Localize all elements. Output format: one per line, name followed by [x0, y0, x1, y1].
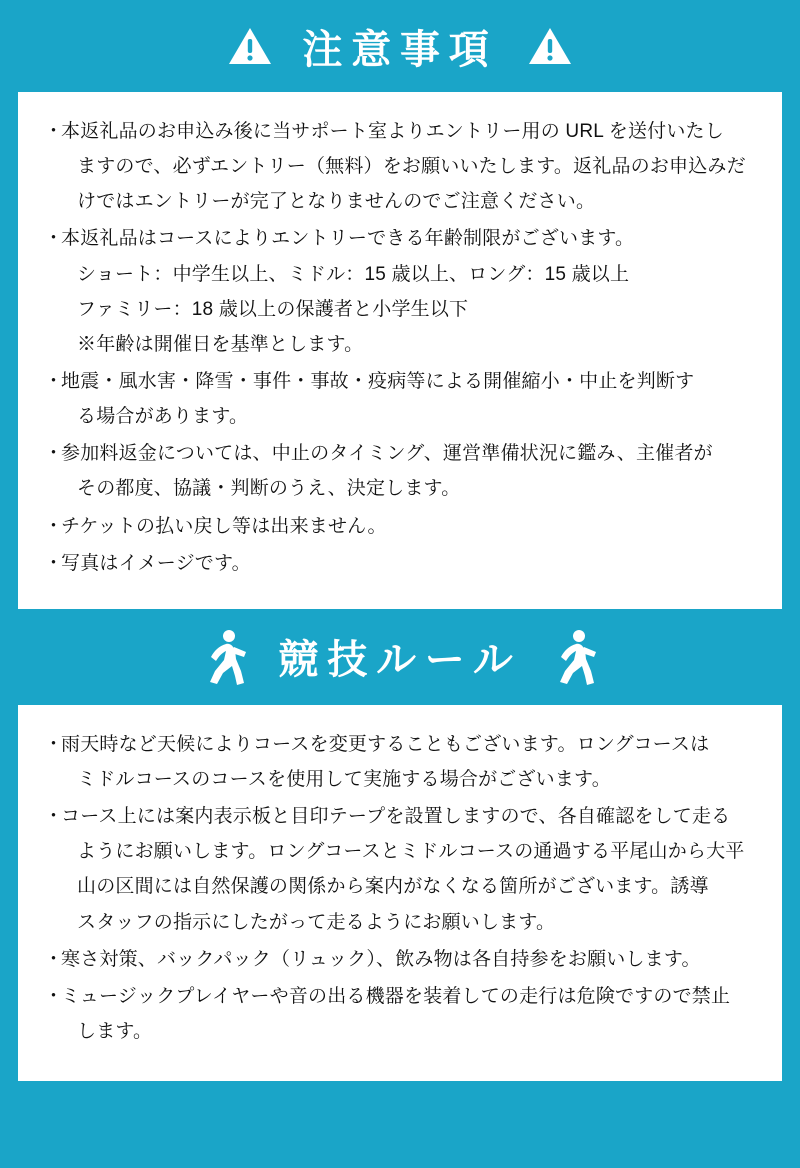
list-item: [44, 221, 756, 362]
text-line: ファミリー：18 歳以上の保護者と小学生以下: [77, 298, 469, 320]
list-item: [44, 727, 756, 797]
text-line: ようにお願いします。ロングコースとミドルコースの通過する平尾山から大平: [77, 841, 745, 863]
bullet-mark: ・: [44, 515, 64, 537]
list-item-body: [61, 509, 756, 544]
text-line: ますので、必ずエントリー（無料）をお願いいたします。返礼品のお申込みだ: [77, 156, 746, 178]
text-line: します。: [77, 1020, 153, 1042]
text-line: 寒さ対策、バックパック（リュック）、飲み物は各自持参をお願いします。: [61, 948, 701, 970]
list-item-body: [61, 364, 756, 434]
bullet-mark: ・: [44, 370, 64, 392]
list-item: [44, 546, 756, 581]
list-item-body: [61, 436, 756, 506]
list-item-body: [61, 546, 756, 581]
text-line: 山の区間には自然保護の関係から案内がなくなる箇所がございます。誘導: [77, 876, 709, 898]
bullet-mark: ・: [44, 443, 64, 465]
text-line: る場合があります。: [77, 406, 249, 428]
list-item-body: [61, 799, 756, 940]
section-notes-header: [0, 0, 800, 92]
section-rules: [0, 609, 800, 1081]
bullet-mark: ・: [44, 985, 64, 1007]
bullet-mark: ・: [44, 948, 64, 970]
list-item-body: [61, 942, 756, 977]
text-line: けではエントリーが完了となりませんのでご注意ください。: [77, 191, 596, 213]
section-title: 注意事項: [302, 27, 498, 72]
bullet-mark: ・: [44, 733, 64, 755]
notes-panel: [18, 92, 782, 609]
text-line: チケットの払い戻し等は出来ません。: [61, 515, 387, 537]
list-item: [44, 979, 756, 1049]
runner-icon: [202, 628, 248, 686]
text-line: ※年齢は開催日を基準とします。: [77, 333, 364, 355]
list-item-body: [61, 979, 756, 1049]
text-line: ショート：中学生以上、ミドル：15 歳以上、ロング：15 歳以上: [77, 263, 630, 285]
text-line: 地震・風水害・降雪・事件・事故・疫病等による開催縮小・中止を判断す: [61, 370, 695, 392]
section-title: 競技ルール: [278, 638, 522, 683]
text-line: ミュージックプレイヤーや音の出る機器を装着しての走行は危険ですので禁止: [61, 985, 731, 1007]
text-line: その都度、協議・判断のうえ、決定します。: [77, 478, 461, 500]
bullet-mark: ・: [44, 552, 64, 574]
notes-list: [44, 114, 756, 581]
list-item: [44, 364, 756, 434]
list-item-body: [61, 221, 756, 362]
rules-list: [44, 727, 756, 1049]
bullet-mark: ・: [44, 228, 64, 250]
section-rules-header: [0, 609, 800, 705]
list-item-body: [61, 114, 756, 219]
bullet-mark: ・: [44, 806, 64, 828]
warning-icon: [228, 26, 272, 66]
text-line: 参加料返金については、中止のタイミング、運営準備状況に鑑み、主催者が: [61, 443, 713, 465]
list-item: [44, 509, 756, 544]
list-item: [44, 942, 756, 977]
text-line: ミドルコースのコースを使用して実施する場合がございます。: [77, 768, 611, 790]
text-line: コース上には案内表示板と目印テープを設置しますので、各自確認をして走る: [61, 806, 731, 828]
list-item: [44, 114, 756, 219]
list-item: [44, 436, 756, 506]
warning-icon: [528, 26, 572, 66]
text-line: 本返礼品はコースによりエントリーできる年齢制限がございます。: [61, 228, 635, 250]
runner-icon: [552, 628, 598, 686]
rules-panel: [18, 705, 782, 1081]
bullet-mark: ・: [44, 121, 64, 142]
text-line: スタッフの指示にしたがって走るようにお願いします。: [77, 911, 556, 933]
list-item: [44, 799, 756, 940]
text-line: 本返礼品のお申込み後に当サポート室よりエントリー用の URL を送付いたし: [61, 121, 724, 142]
text-line: 写真はイメージです。: [61, 552, 251, 574]
text-line: 雨天時など天候によりコースを変更することもございます。ロングコースは: [61, 733, 710, 755]
list-item-body: [61, 727, 756, 797]
